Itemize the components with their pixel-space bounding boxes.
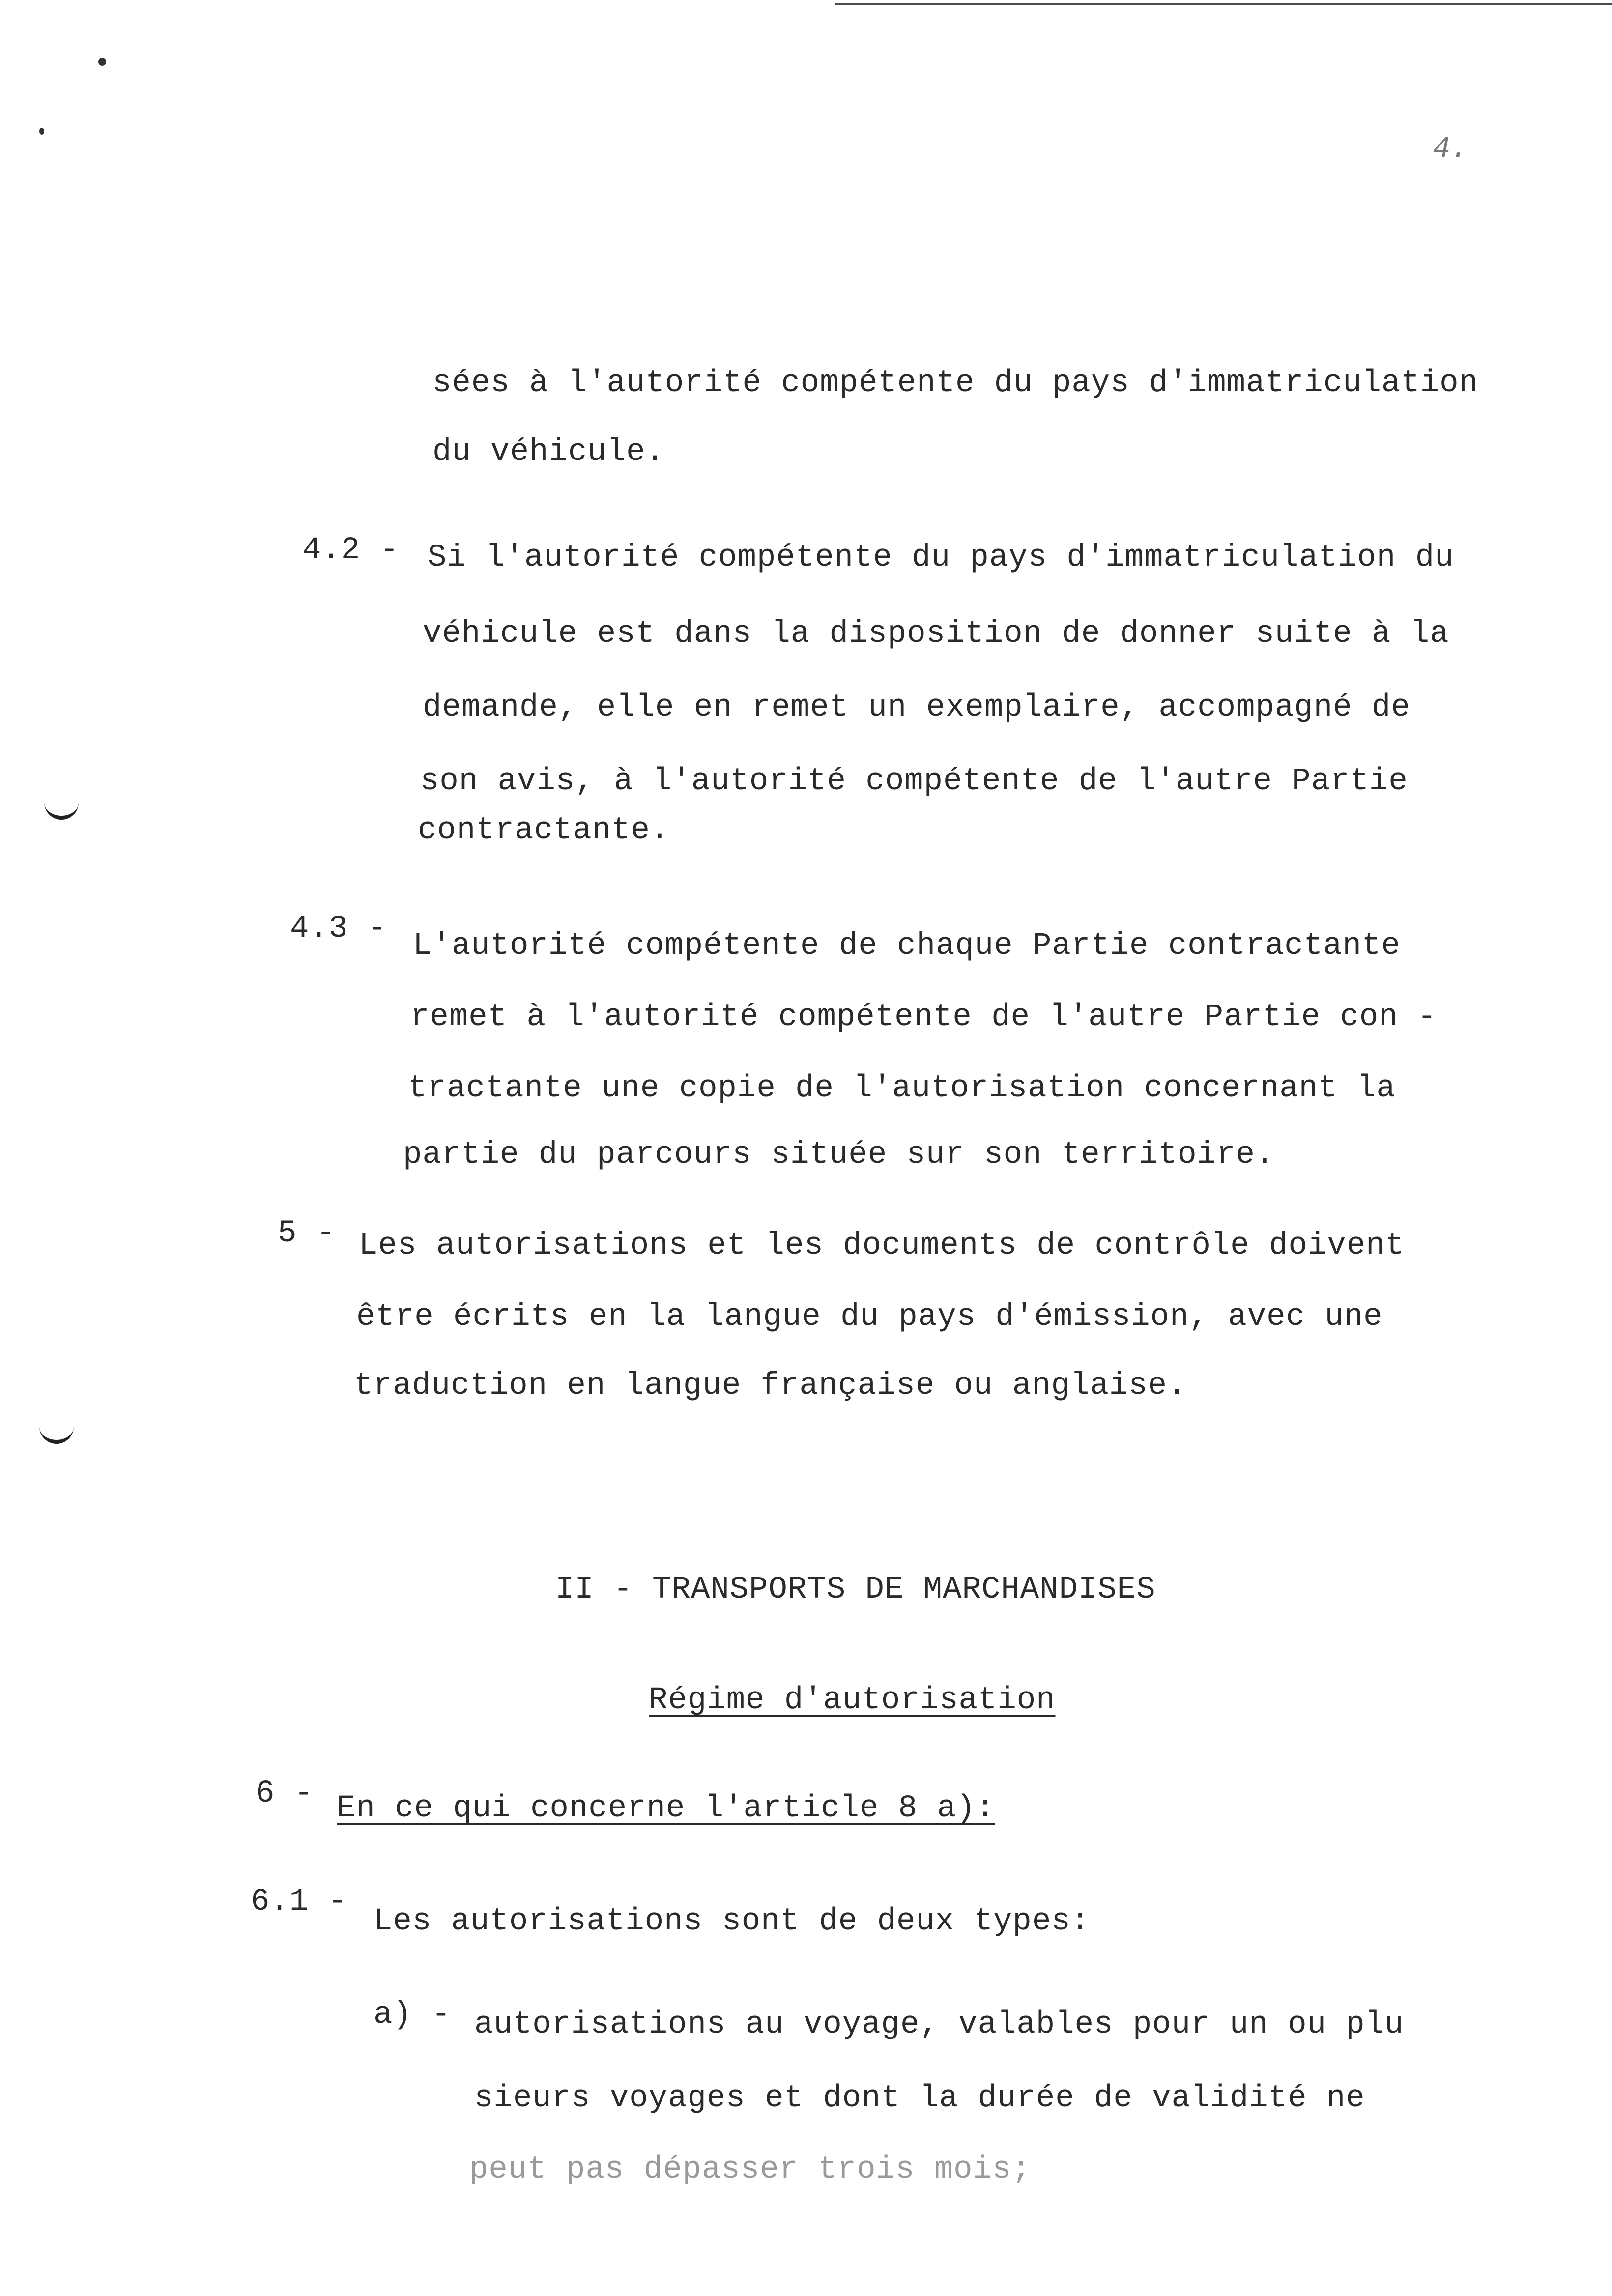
paragraph-line: son avis, à l'autorité compétente de l'autre Partie [420,764,1408,799]
paragraph-line: traduction en langue française ou anglaise. [354,1368,1187,1404]
paragraph-continuation-line: du véhicule. [432,434,665,470]
binder-hole-mark [44,801,79,820]
paragraph-number: 4.3 - [290,911,387,947]
paragraph-line: L'autorité compétente de chaque Partie contractante [413,928,1401,964]
paragraph-line: Les autorisations sont de deux types: [374,1904,1091,1939]
paragraph-line: demande, elle en remet un exemplaire, accompagné de [423,690,1410,725]
top-edge-rule [835,3,1612,5]
paragraph-number: 4.2 - [302,533,400,568]
paragraph-line: tractante une copie de l'autorisation concernant la [408,1071,1396,1106]
article-heading: En ce qui concerne l'article 8 a): [337,1791,995,1826]
paragraph-line: partie du parcours située sur son territoire. [403,1137,1275,1173]
paragraph-line: véhicule est dans la disposition de donner suite à la [423,616,1449,652]
paragraph-number: 6 - [256,1776,314,1811]
list-item-letter: a) - [374,1997,451,2033]
paragraph-line: Les autorisations et les documents de contrôle doivent [359,1228,1405,1263]
list-item-line: peut pas dépasser trois mois; [469,2152,1031,2187]
page-number: 4. [1433,133,1468,166]
paragraph-continuation-line: sées à l'autorité compétente du pays d'immatriculation [432,366,1478,401]
speck-mark [39,128,44,135]
binder-hole-mark [39,1425,74,1444]
paragraph-line: être écrits en la langue du pays d'émission, avec une [356,1299,1383,1335]
paragraph-number: 5 - [278,1216,336,1251]
speck-mark [98,58,106,66]
paragraph-line: contractante. [418,813,670,848]
section-subtitle: Régime d'autorisation [649,1683,1056,1718]
paragraph-line: Si l'autorité compétente du pays d'immatriculation du [428,540,1454,575]
paragraph-number: 6.1 - [251,1884,348,1920]
list-item-line: autorisations au voyage, valables pour un ou plu [474,2007,1404,2042]
paragraph-line: remet à l'autorité compétente de l'autre Partie con - [410,1000,1437,1035]
list-item-line: sieurs voyages et dont la durée de validité ne [474,2081,1365,2116]
section-title: II - TRANSPORTS DE MARCHANDISES [555,1572,1156,1607]
